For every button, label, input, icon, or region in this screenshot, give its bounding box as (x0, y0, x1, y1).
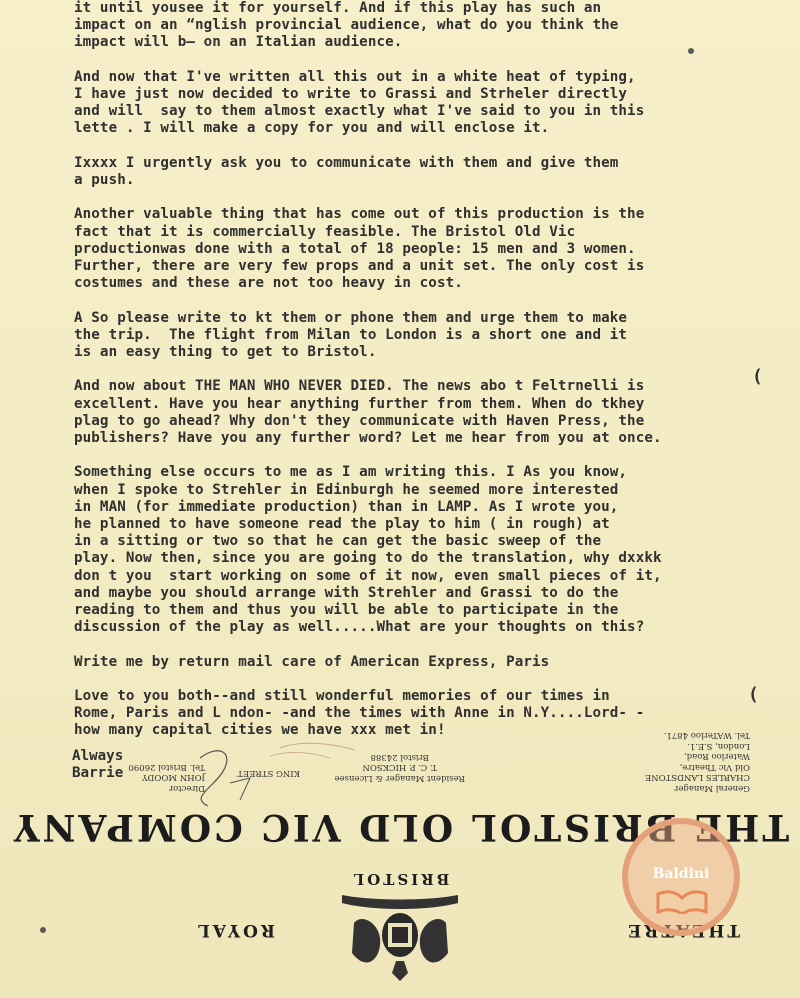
letter-line: in MAN (for immediate production) than in LAMP. As I wrote you, (74, 498, 619, 515)
letter-line: Ixxxx I urgently ask you to communicate with them and give them (74, 154, 619, 171)
letterhead-text: London, S.E.1. (687, 741, 750, 751)
letter-line: a push. (74, 172, 135, 188)
letter-line: don t you start working on some of it now, even small pieces of it, (74, 567, 662, 584)
letter-line: he planned to have someone read the play to him ( in rough) at (74, 516, 610, 532)
coat-of-arms-icon (332, 891, 468, 983)
letter-line: fact that it is commercially feasible. The Bristol Old Vic (74, 223, 576, 240)
letter-line: reading to them and thus you will be able to participate in the (74, 602, 619, 619)
letter-paragraph (74, 310, 774, 362)
letter-line: how many capital cities we have xxx met in! (74, 722, 446, 739)
margin-dot (688, 48, 694, 54)
letter-body (74, 0, 774, 757)
letter-line: publishers? Have you any further word? Let me hear from you at once. (74, 430, 662, 446)
letter-paragraph (74, 654, 774, 671)
letter-line: play. Now then, since you are going to do the translation, why dxxkk (74, 550, 662, 567)
letter-line: Further, there are very few props and a unit set. The only cost is (74, 258, 645, 274)
archive-stamp (622, 818, 740, 936)
letter-line: excellent. Have you hear anything further from them. When do tkhey (74, 395, 645, 412)
letter-paragraph (74, 378, 774, 447)
signoff-closing: Always (72, 748, 124, 764)
letterhead-text: Old Vic Theatre, (679, 762, 750, 772)
letter-line: productionwas done with a total of 18 people: 15 men and 3 women. (74, 240, 636, 257)
letter-line: Another valuable thing that has come out of this production is the (74, 206, 645, 223)
letterhead-text: Tel. Bristol 26090 (128, 762, 205, 772)
letter-line: Something else occurs to me as I am writing this. I As you know, (74, 464, 628, 481)
letter-line: lette . I will make a copy for you and will enclose it. (74, 120, 550, 137)
signoff-name: Barrie (72, 765, 124, 782)
letterhead-text: T. C. P. HICKSON (362, 762, 438, 773)
letter-line: Write me by return mail care of American Express, Paris (74, 653, 550, 670)
royal-word: ROYAL (194, 920, 275, 940)
letter-line: discussion of the play as well.....What are your thoughts on this? (74, 619, 645, 636)
letter-line: impact will b– on an Italian audience. (74, 34, 403, 51)
book-logo-icon (656, 888, 708, 914)
margin-mark: ( (752, 366, 763, 387)
margin-mark: ( (748, 684, 759, 705)
letterhead-text: Tel. WATerloo 4871. (663, 730, 750, 741)
letter-line: Rome, Paris and L ndon- -and the times with Anne in N.Y....Lord- - (74, 705, 645, 722)
letter-line: when I spoke to Strehler in Edinburgh he seemed more interested (74, 481, 619, 498)
letter-line: Love to you both--and still wonderful memories of our times in (74, 688, 610, 704)
letter-paragraph (74, 464, 774, 636)
letterhead-text: JOHN MOODY (142, 772, 205, 783)
letter-line: A So please write to kt them or phone them and urge them to make (74, 309, 628, 326)
letterhead-right-block (128, 762, 205, 794)
margin-dot (40, 927, 46, 933)
theatre-word: THEATRE (625, 920, 740, 940)
city-name: BRISTOL (350, 870, 450, 888)
letterhead-text: Resident Manager & Licensee (334, 773, 465, 783)
letter-line: I have just now decided to write to Grassi and Strheler directly (74, 86, 628, 102)
letterhead-text: Bristol 24388 (370, 752, 429, 762)
letter-paragraph (74, 206, 774, 292)
letter-line: impact on an “nglish provincial audience, what do you think the (74, 17, 619, 34)
letter-line: plag to go ahead? Why don't they communicate with Haven Press, the (74, 412, 645, 429)
letter-line: it until yousee it for yourself. And if this play has such an (74, 0, 602, 16)
letterhead-text: KING STREET (237, 768, 300, 778)
letterhead-text: Waterloo Road, (684, 751, 750, 762)
letter-line: is an easy thing to get to Bristol. (74, 344, 377, 360)
letter-line: and maybe you should arrange with Strehler and Grassi to do the (74, 584, 619, 601)
letterhead-middle-block (335, 752, 465, 784)
letterhead-text: General Manager (674, 783, 750, 793)
letter-paragraph (74, 0, 774, 52)
letter-paragraph (74, 155, 774, 189)
letter-line: And now about THE MAN WHO NEVER DIED. The news abo t Feltrnelli is (74, 378, 645, 395)
company-name: THE BRISTOL OLD VIC COMPANY (10, 806, 790, 848)
letterhead-left-block (645, 730, 750, 793)
letter-line: and will say to them almost exactly what I've said to you in this (74, 103, 645, 120)
letter-line: costumes and these are not too heavy in cost. (74, 275, 463, 292)
letter-line: the trip. The flight from Milan to London is a short one and it (74, 326, 628, 343)
letter-line: in a sitting or two so that he can get the basic sweep of the (74, 533, 602, 550)
letter-line: And now that I've written all this out in a white heat of typing, (74, 68, 636, 85)
stamp-label: Baldini (652, 866, 710, 882)
letter-paragraph (74, 69, 774, 138)
letterhead-street (237, 768, 300, 779)
letterhead-text: Director (169, 783, 205, 793)
letterhead-text: CHARLES LANDSTONE (645, 772, 750, 783)
